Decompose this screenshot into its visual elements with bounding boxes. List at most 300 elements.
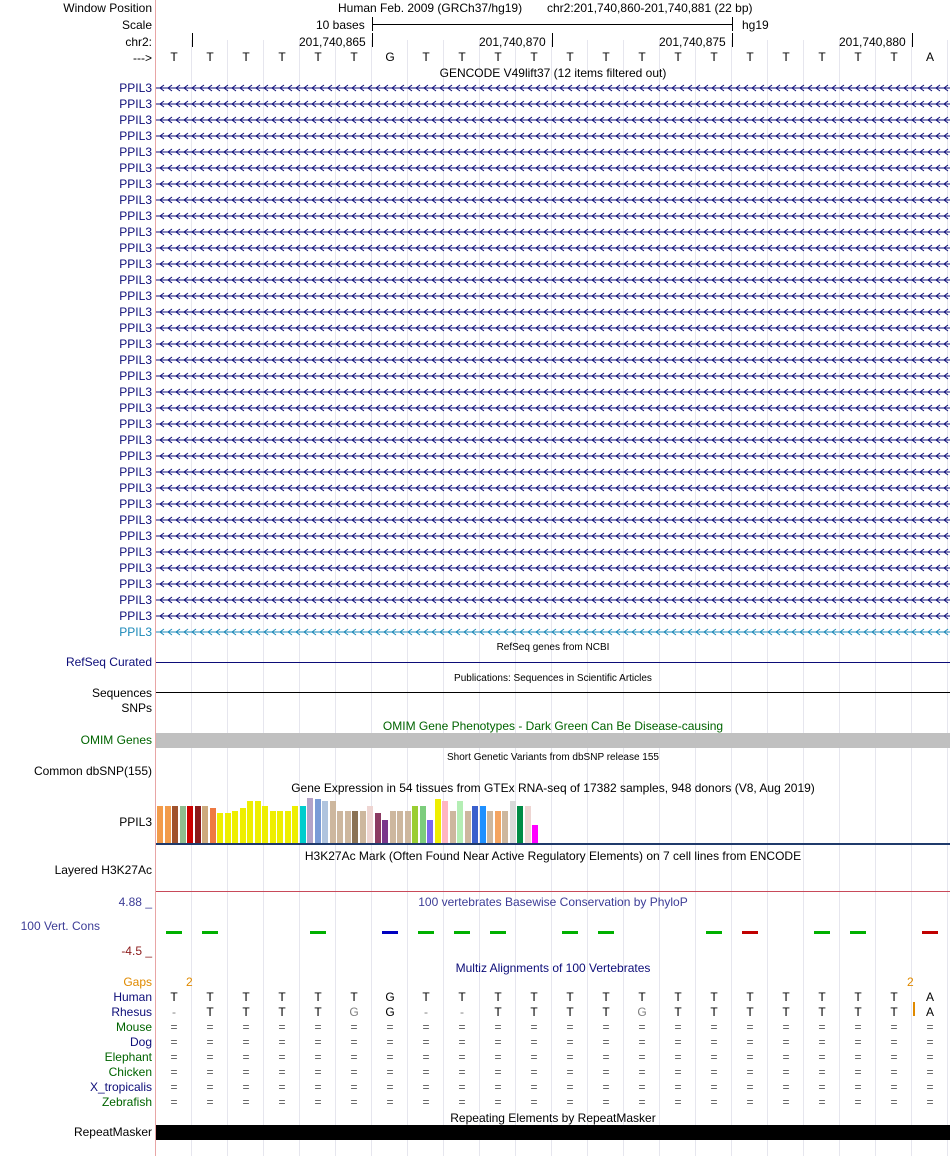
gtex-tissue-bar[interactable] [375,813,381,843]
gtex-tissue-bar[interactable] [472,806,478,843]
aligned-base: = [170,1095,178,1109]
gene-model[interactable] [156,82,950,94]
species-label[interactable]: Dog [129,1035,152,1049]
gtex-tissue-bar[interactable] [202,806,208,843]
aligned-base: = [674,1050,682,1064]
gene-model[interactable] [156,162,950,174]
gtex-tissue-bar[interactable] [525,806,531,843]
gene-model[interactable] [156,210,950,222]
aligned-base: = [458,1065,466,1079]
gene-label[interactable]: PPIL3 [119,481,152,495]
species-label[interactable]: Mouse [115,1020,152,1034]
aligned-base: = [350,1080,358,1094]
gene-label[interactable]: PPIL3 [119,593,152,607]
rhesus-base: T [314,1005,322,1019]
aligned-base: = [818,1020,826,1034]
gtex-tissue-bar[interactable] [232,811,238,843]
human-base: T [566,990,574,1004]
h3k27ac-line [156,891,950,892]
species-label[interactable]: Rhesus [111,1005,152,1019]
position-text: chr2:201,740,860-201,740,881 (22 bp) [547,1,753,15]
gtex-tissue-bar[interactable] [517,806,523,843]
aligned-base: = [746,1020,754,1034]
gtex-tissue-bar[interactable] [270,811,276,843]
aligned-base: = [350,1095,358,1109]
gene-label[interactable]: PPIL3 [119,529,152,543]
aligned-base: = [170,1065,178,1079]
aligned-base: = [710,1035,718,1049]
rhesus-base: T [206,1005,214,1019]
gtex-baseline [156,843,950,845]
aligned-base: = [674,1020,682,1034]
gene-label[interactable]: PPIL3 [119,97,152,111]
omim-bar[interactable] [156,733,950,748]
aligned-base: = [494,1065,502,1079]
gene-label[interactable]: PPIL3 [119,161,152,175]
base-letter: T [170,50,178,64]
aligned-base: = [638,1080,646,1094]
base-letter: T [530,50,538,64]
aligned-base: = [206,1080,214,1094]
multiz-title: Multiz Alignments of 100 Vertebrates [455,961,651,975]
gene-model[interactable] [156,498,950,510]
gene-model[interactable] [156,482,950,494]
gene-label[interactable]: PPIL3 [119,241,152,255]
base-letter: T [674,50,682,64]
species-label[interactable]: X_tropicalis [89,1080,152,1094]
aligned-base: = [926,1080,934,1094]
species-label[interactable]: Elephant [104,1050,152,1064]
aligned-base: = [674,1080,682,1094]
aligned-base: = [242,1035,250,1049]
gene-model[interactable] [156,194,950,206]
base-letter: T [350,50,358,64]
gtex-tissue-bar[interactable] [225,813,231,843]
repeatmasker-track-label[interactable]: RepeatMasker [73,1125,152,1139]
aligned-base: = [890,1035,898,1049]
aligned-base: = [854,1065,862,1079]
human-base: T [242,990,250,1004]
track-area[interactable] [156,0,950,1156]
phylop-min-label: -4.5 _ [121,944,152,958]
base-letter: T [422,50,430,64]
aligned-base: = [782,1020,790,1034]
gene-label[interactable]: PPIL3 [119,129,152,143]
aligned-base: = [890,1065,898,1079]
gtex-tissue-bar[interactable] [210,808,216,843]
aligned-base: = [674,1095,682,1109]
snps-track-label[interactable]: SNPs [121,701,152,715]
human-base: T [818,990,826,1004]
gene-model[interactable] [156,578,950,590]
aligned-base: = [638,1065,646,1079]
aligned-base: = [818,1035,826,1049]
base-letter: A [925,50,934,64]
phylop-track-label[interactable]: 100 Vert. Cons [20,919,100,933]
gtex-title: Gene Expression in 54 tissues from GTEx RNA-seq of 17382 samples, 948 donors (V8, Aug 2019) [291,781,815,795]
gtex-track-label[interactable]: PPIL3 [119,815,152,829]
rhesus-base: T [710,1005,718,1019]
phylop-score-mark [490,931,506,934]
rhesus-base: T [674,1005,682,1019]
aligned-base: = [890,1050,898,1064]
gene-label[interactable]: PPIL3 [119,353,152,367]
gene-model[interactable] [156,402,950,414]
gene-model[interactable] [156,290,950,302]
phylop-score-mark [202,931,218,934]
base-letter: T [494,50,502,64]
window-position-label: Window Position [63,1,152,15]
gene-model[interactable] [156,610,950,622]
rhesus-base: T [854,1005,862,1019]
phylop-score-mark [382,931,398,934]
gtex-tissue-bar[interactable] [360,811,366,843]
rhesus-base: T [782,1005,790,1019]
gene-label[interactable]: PPIL3 [119,81,152,95]
gene-label[interactable]: PPIL3 [119,337,152,351]
gene-label[interactable]: PPIL3 [119,369,152,383]
base-letter: T [458,50,466,64]
base-letter: T [242,50,250,64]
rhesus-base: T [278,1005,286,1019]
base-letter: T [782,50,790,64]
ruler-tick [552,33,553,47]
gene-model[interactable] [156,530,950,542]
gtex-tissue-bar[interactable] [435,799,441,843]
aligned-base: = [206,1020,214,1034]
scale-db-text: hg19 [742,18,769,32]
omim-title: OMIM Gene Phenotypes - Dark Green Can Be Disease-causing [382,719,724,733]
gene-label[interactable]: PPIL3 [119,561,152,575]
base-letter: T [710,50,718,64]
gene-model[interactable] [156,514,950,526]
human-base: G [385,990,395,1004]
aligned-base: = [386,1095,394,1109]
rhesus-base: - [424,1005,428,1019]
aligned-base: = [314,1020,322,1034]
gtex-tissue-bar[interactable] [352,811,358,843]
human-base: A [925,990,934,1004]
aligned-base: = [566,1080,574,1094]
rhesus-base: - [460,1005,464,1019]
aligned-base: = [602,1020,610,1034]
aligned-base: = [854,1035,862,1049]
aligned-base: = [530,1035,538,1049]
gap-mark: 2 [186,975,193,989]
gene-model[interactable] [156,594,950,606]
gtex-tissue-bar[interactable] [330,801,336,843]
gene-label[interactable]: PPIL3 [119,577,152,591]
human-base: T [854,990,862,1004]
gtex-tissue-bar[interactable] [390,811,396,843]
aligned-base: = [674,1035,682,1049]
gtex-tissue-bar[interactable] [495,811,501,843]
gene-label[interactable]: PPIL3 [119,625,152,639]
gtex-tissue-bar[interactable] [240,808,246,843]
phylop-score-mark [418,931,434,934]
gtex-bar-chart[interactable] [156,798,950,843]
rhesus-base: T [602,1005,610,1019]
gene-label[interactable]: PPIL3 [119,417,152,431]
gtex-tissue-bar[interactable] [442,801,448,843]
gene-model[interactable] [156,418,950,430]
phylop-title: 100 vertebrates Basewise Conservation by PhyloP [418,895,688,909]
gtex-tissue-bar[interactable] [255,801,261,843]
gene-label[interactable]: PPIL3 [119,225,152,239]
aligned-base: = [242,1050,250,1064]
gtex-tissue-bar[interactable] [465,811,471,843]
gene-label[interactable]: PPIL3 [119,273,152,287]
gtex-tissue-bar[interactable] [345,811,351,843]
ruler-tick [732,33,733,47]
gencode-title: GENCODE V49lift37 (12 items filtered out) [439,66,667,80]
gene-model[interactable] [156,466,950,478]
gene-model[interactable] [156,338,950,350]
phylop-score-mark [742,931,758,934]
ruler-tick [192,33,193,47]
aligned-base: = [494,1050,502,1064]
aligned-base: = [602,1080,610,1094]
gene-model[interactable] [156,98,950,110]
gene-label[interactable]: PPIL3 [119,385,152,399]
base-letter: T [314,50,322,64]
gene-model[interactable] [156,274,950,286]
aligned-base: = [890,1080,898,1094]
gene-label[interactable]: PPIL3 [119,321,152,335]
gtex-tissue-bar[interactable] [165,806,171,843]
gtex-tissue-bar[interactable] [247,801,253,843]
aligned-base: = [602,1050,610,1064]
gene-model[interactable] [156,178,950,190]
assembly-text: Human Feb. 2009 (GRCh37/hg19) [338,1,523,15]
gene-model[interactable] [156,242,950,254]
gene-label[interactable]: PPIL3 [119,257,152,271]
aligned-base: = [854,1095,862,1109]
repeatmasker-title: Repeating Elements by RepeatMasker [450,1111,656,1125]
gene-model[interactable] [156,434,950,446]
pubs-line [156,692,950,693]
rhesus-base: T [818,1005,826,1019]
gene-label[interactable]: PPIL3 [119,497,152,511]
aligned-base: = [386,1080,394,1094]
gene-label[interactable]: PPIL3 [119,401,152,415]
base-letter: T [818,50,826,64]
ruler-tick [372,33,373,47]
gtex-tissue-bar[interactable] [262,806,268,843]
base-letter: T [854,50,862,64]
aligned-base: = [206,1035,214,1049]
rhesus-base: G [385,1005,395,1019]
gene-model[interactable] [156,130,950,142]
aligned-base: = [494,1080,502,1094]
aligned-base: = [818,1095,826,1109]
aligned-base: = [530,1095,538,1109]
human-base: T [674,990,682,1004]
gtex-tissue-bar[interactable] [157,806,163,843]
gene-label[interactable]: PPIL3 [119,465,152,479]
species-label[interactable]: Human [113,990,152,1004]
gtex-tissue-bar[interactable] [397,811,403,843]
base-letter: T [746,50,754,64]
aligned-base: = [566,1095,574,1109]
aligned-base: = [458,1080,466,1094]
gtex-tissue-bar[interactable] [412,806,418,843]
gene-model[interactable] [156,306,950,318]
gtex-tissue-bar[interactable] [307,798,313,843]
gtex-tissue-bar[interactable] [187,806,193,843]
gene-model[interactable] [156,546,950,558]
gtex-tissue-bar[interactable] [285,811,291,843]
aligned-base: = [638,1035,646,1049]
gtex-tissue-bar[interactable] [457,801,463,843]
gene-label[interactable]: PPIL3 [119,609,152,623]
gtex-tissue-bar[interactable] [405,811,411,843]
gaps-label: Gaps [123,975,152,989]
gtex-tissue-bar[interactable] [450,811,456,843]
aligned-base: = [818,1080,826,1094]
gtex-tissue-bar[interactable] [502,811,508,843]
phylop-score-mark [850,931,866,934]
aligned-base: = [170,1050,178,1064]
gene-label[interactable]: PPIL3 [119,449,152,463]
aligned-base: = [710,1095,718,1109]
phylop-score-mark [598,931,614,934]
omim-track-label[interactable]: OMIM Genes [80,733,152,747]
gene-label[interactable]: PPIL3 [119,545,152,559]
gtex-tissue-bar[interactable] [427,820,433,843]
gene-label[interactable]: PPIL3 [119,177,152,191]
gene-model[interactable] [156,450,950,462]
pubs-track-label[interactable]: Sequences [91,686,152,700]
aligned-base: = [530,1050,538,1064]
aligned-base: = [350,1035,358,1049]
human-base: T [494,990,502,1004]
human-base: T [530,990,538,1004]
phylop-score-mark [310,931,326,934]
human-base: T [422,990,430,1004]
gtex-tissue-bar[interactable] [195,806,201,843]
ruler-coord-3: 201,740,875 [659,35,726,49]
gtex-tissue-bar[interactable] [487,811,493,843]
gene-label[interactable]: PPIL3 [119,305,152,319]
gtex-tissue-bar[interactable] [300,806,306,843]
species-label[interactable]: Chicken [108,1065,152,1079]
aligned-base: = [350,1050,358,1064]
gene-label[interactable]: PPIL3 [119,433,152,447]
aligned-base: = [746,1065,754,1079]
human-base: T [458,990,466,1004]
aligned-base: = [314,1080,322,1094]
gene-model[interactable] [156,626,950,638]
dbsnp-track-label[interactable]: Common dbSNP(155) [33,764,152,778]
aligned-base: = [494,1095,502,1109]
gene-label[interactable]: PPIL3 [119,193,152,207]
aligned-base: = [746,1035,754,1049]
aligned-base: = [422,1050,430,1064]
aligned-base: = [386,1020,394,1034]
repeatmasker-bar[interactable] [156,1125,950,1140]
gtex-tissue-bar[interactable] [292,806,298,843]
h3k27ac-title: H3K27Ac Mark (Often Found Near Active Regulatory Elements) on 7 cell lines from ENCODE [304,849,802,863]
human-base: T [206,990,214,1004]
gtex-tissue-bar[interactable] [315,799,321,843]
gene-model[interactable] [156,146,950,158]
human-base: T [350,990,358,1004]
gene-label[interactable]: PPIL3 [119,513,152,527]
gene-model[interactable] [156,562,950,574]
aligned-base: = [566,1020,574,1034]
scale-bar [372,24,733,25]
gtex-tissue-bar[interactable] [532,825,538,843]
base-letter: T [890,50,898,64]
gtex-tissue-bar[interactable] [277,811,283,843]
phylop-score-mark [166,931,182,934]
rhesus-base: T [890,1005,898,1019]
gtex-tissue-bar[interactable] [172,806,178,843]
gene-label[interactable]: PPIL3 [119,113,152,127]
phylop-score-mark [814,931,830,934]
gtex-tissue-bar[interactable] [322,801,328,843]
gene-model[interactable] [156,258,950,270]
aligned-base: = [890,1095,898,1109]
gtex-tissue-bar[interactable] [480,806,486,843]
gene-model[interactable] [156,114,950,126]
aligned-base: = [746,1050,754,1064]
gene-model[interactable] [156,354,950,366]
phylop-score-mark [706,931,722,934]
gtex-tissue-bar[interactable] [180,806,186,843]
base-letter: G [385,50,395,64]
gene-model[interactable] [156,370,950,382]
phylop-max-label: 4.88 _ [118,895,152,909]
h3k27ac-track-label[interactable]: Layered H3K27Ac [54,863,152,877]
gtex-tissue-bar[interactable] [337,811,343,843]
gap-mark: 2 [907,975,914,989]
aligned-base: = [674,1065,682,1079]
refseq-title: RefSeq genes from NCBI [496,642,610,653]
base-letter: T [638,50,646,64]
gene-label[interactable]: PPIL3 [119,145,152,159]
aligned-base: = [350,1065,358,1079]
human-base: T [782,990,790,1004]
aligned-base: = [926,1050,934,1064]
aligned-base: = [782,1035,790,1049]
aligned-base: = [242,1020,250,1034]
gene-label[interactable]: PPIL3 [119,209,152,223]
gene-model[interactable] [156,322,950,334]
strand-label: ---> [133,51,152,65]
gene-model[interactable] [156,226,950,238]
rhesus-base: G [349,1005,359,1019]
gtex-tissue-bar[interactable] [217,813,223,843]
gene-label[interactable]: PPIL3 [119,289,152,303]
rhesus-base: T [746,1005,754,1019]
gtex-tissue-bar[interactable] [420,806,426,843]
refseq-track-label[interactable]: RefSeq Curated [65,655,152,669]
gtex-tissue-bar[interactable] [367,806,373,843]
aligned-base: = [494,1020,502,1034]
ruler-coord-4: 201,740,880 [839,35,906,49]
species-label[interactable]: Zebrafish [101,1095,152,1109]
human-base: T [890,990,898,1004]
aligned-base: = [458,1035,466,1049]
gene-model[interactable] [156,386,950,398]
gtex-tissue-bar[interactable] [382,820,388,843]
human-base: T [314,990,322,1004]
gtex-tissue-bar[interactable] [510,801,516,843]
scale-bases-text: 10 bases [316,18,365,32]
aligned-base: = [170,1020,178,1034]
